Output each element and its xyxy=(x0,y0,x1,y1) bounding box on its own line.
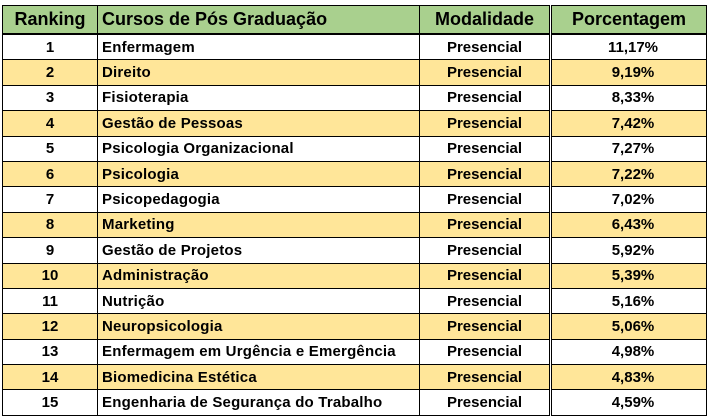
course-cell[interactable]: Neuropsicologia xyxy=(98,314,420,339)
percentage-cell[interactable]: 5,39% xyxy=(551,263,707,288)
rank-cell[interactable]: 1 xyxy=(3,34,98,60)
rank-cell[interactable]: 4 xyxy=(3,111,98,136)
table-body xyxy=(3,34,707,415)
modality-cell[interactable]: Presencial xyxy=(420,288,551,313)
course-cell[interactable]: Gestão de Pessoas xyxy=(98,111,420,136)
table-row xyxy=(3,136,707,161)
percentage-cell[interactable]: 6,43% xyxy=(551,212,707,237)
course-cell[interactable]: Enfermagem em Urgência e Emergência xyxy=(98,339,420,364)
course-cell[interactable]: Psicopedagogia xyxy=(98,187,420,212)
modality-cell[interactable]: Presencial xyxy=(420,212,551,237)
percentage-cell[interactable]: 4,98% xyxy=(551,339,707,364)
header-course[interactable]: Cursos de Pós Graduação xyxy=(98,6,420,35)
table-row xyxy=(3,60,707,85)
modality-cell[interactable]: Presencial xyxy=(420,111,551,136)
course-cell[interactable]: Administração xyxy=(98,263,420,288)
rank-cell[interactable]: 9 xyxy=(3,238,98,263)
percentage-cell[interactable]: 4,59% xyxy=(551,390,707,415)
rank-cell[interactable]: 2 xyxy=(3,60,98,85)
modality-cell[interactable]: Presencial xyxy=(420,314,551,339)
course-cell[interactable]: Biomedicina Estética xyxy=(98,365,420,390)
header-percentage[interactable]: Porcentagem xyxy=(551,6,707,35)
table-row xyxy=(3,111,707,136)
percentage-cell[interactable]: 7,02% xyxy=(551,187,707,212)
rank-cell[interactable]: 7 xyxy=(3,187,98,212)
course-cell[interactable]: Enfermagem xyxy=(98,34,420,60)
course-cell[interactable]: Gestão de Projetos xyxy=(98,238,420,263)
table-row xyxy=(3,365,707,390)
table-row xyxy=(3,238,707,263)
percentage-cell[interactable]: 5,06% xyxy=(551,314,707,339)
percentage-cell[interactable]: 5,92% xyxy=(551,238,707,263)
percentage-cell[interactable]: 7,22% xyxy=(551,161,707,186)
rank-cell[interactable]: 8 xyxy=(3,212,98,237)
percentage-cell[interactable]: 9,19% xyxy=(551,60,707,85)
table-row xyxy=(3,212,707,237)
course-cell[interactable]: Marketing xyxy=(98,212,420,237)
rank-cell[interactable]: 14 xyxy=(3,365,98,390)
rank-cell[interactable]: 13 xyxy=(3,339,98,364)
table-row xyxy=(3,85,707,110)
course-cell[interactable]: Engenharia de Segurança do Trabalho xyxy=(98,390,420,415)
percentage-cell[interactable]: 11,17% xyxy=(551,34,707,60)
modality-cell[interactable]: Presencial xyxy=(420,187,551,212)
modality-cell[interactable]: Presencial xyxy=(420,263,551,288)
modality-cell[interactable]: Presencial xyxy=(420,60,551,85)
table-row xyxy=(3,34,707,60)
percentage-cell[interactable]: 7,27% xyxy=(551,136,707,161)
rank-cell[interactable]: 3 xyxy=(3,85,98,110)
modality-cell[interactable]: Presencial xyxy=(420,238,551,263)
percentage-cell[interactable]: 4,83% xyxy=(551,365,707,390)
header-modality[interactable]: Modalidade xyxy=(420,6,551,35)
table-row xyxy=(3,161,707,186)
course-cell[interactable]: Fisioterapia xyxy=(98,85,420,110)
modality-cell[interactable]: Presencial xyxy=(420,85,551,110)
table-row xyxy=(3,288,707,313)
rank-cell[interactable]: 6 xyxy=(3,161,98,186)
course-cell[interactable]: Psicologia xyxy=(98,161,420,186)
modality-cell[interactable]: Presencial xyxy=(420,161,551,186)
ranking-table xyxy=(2,5,707,416)
course-cell[interactable]: Nutrição xyxy=(98,288,420,313)
modality-cell[interactable]: Presencial xyxy=(420,34,551,60)
table-row xyxy=(3,339,707,364)
rank-cell[interactable]: 15 xyxy=(3,390,98,415)
percentage-cell[interactable]: 8,33% xyxy=(551,85,707,110)
rank-cell[interactable]: 5 xyxy=(3,136,98,161)
course-cell[interactable]: Psicologia Organizacional xyxy=(98,136,420,161)
table-row xyxy=(3,263,707,288)
table-row xyxy=(3,314,707,339)
table-header xyxy=(3,6,707,35)
percentage-cell[interactable]: 5,16% xyxy=(551,288,707,313)
rank-cell[interactable]: 11 xyxy=(3,288,98,313)
table-row xyxy=(3,187,707,212)
modality-cell[interactable]: Presencial xyxy=(420,365,551,390)
table-row xyxy=(3,390,707,415)
rank-cell[interactable]: 12 xyxy=(3,314,98,339)
percentage-cell[interactable]: 7,42% xyxy=(551,111,707,136)
modality-cell[interactable]: Presencial xyxy=(420,339,551,364)
modality-cell[interactable]: Presencial xyxy=(420,390,551,415)
course-cell[interactable]: Direito xyxy=(98,60,420,85)
header-ranking[interactable]: Ranking xyxy=(3,6,98,35)
rank-cell[interactable]: 10 xyxy=(3,263,98,288)
modality-cell[interactable]: Presencial xyxy=(420,136,551,161)
header-row xyxy=(3,6,707,35)
